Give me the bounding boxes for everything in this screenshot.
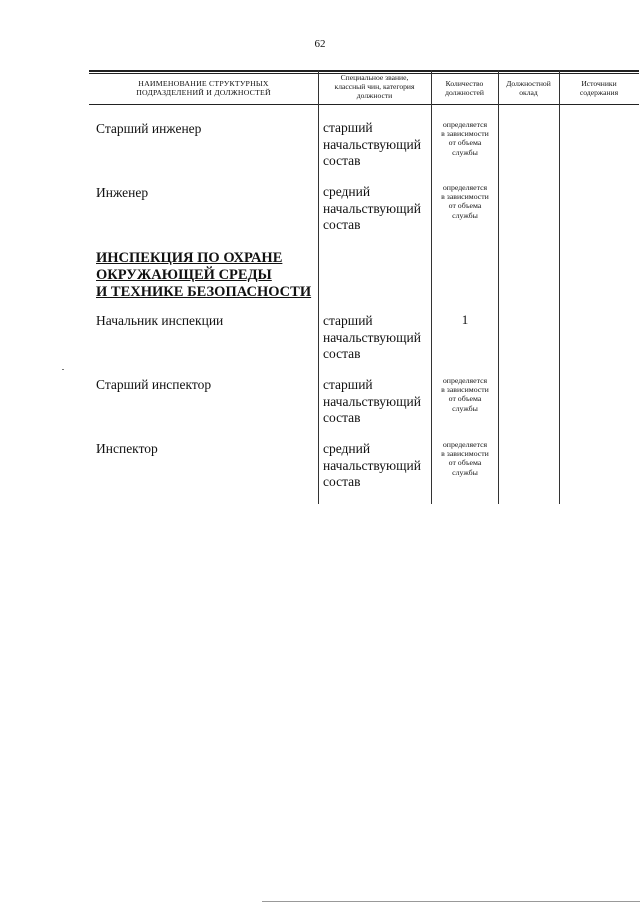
rank-line: состав [323,346,361,361]
header-line: ПОДРАЗДЕЛЕНИЙ И ДОЛЖНОСТЕЙ [136,88,271,97]
rank-line: состав [323,410,361,425]
count-line: в зависимости [441,385,489,395]
rank-line: средний [323,184,371,199]
column-divider-4 [559,70,560,504]
header-rank-category [318,73,431,100]
count-line: в зависимости [441,192,489,202]
section-title-line: И ТЕХНИКЕ БЕЗОПАСНОСТИ [96,284,312,300]
rank-line: начальствующий [323,457,421,473]
count-line: от объема [448,458,482,468]
count-line: службы [452,147,478,157]
position-rank [323,313,435,363]
position-rank [323,441,435,491]
rank-line: старший [323,377,373,392]
position-count [431,183,499,220]
rank-line: начальствующий [323,329,421,345]
header-line: Источники [581,79,617,88]
count-line: определяется [442,440,488,449]
rank-line: начальствующий [323,200,421,216]
section-title-line: ИНСПЕКЦИЯ ПО ОХРАНЕ [96,250,283,266]
header-line: должностей [445,88,484,97]
rank-line: старший [323,313,373,328]
header-line: Количество [445,79,484,88]
rank-line: начальствующий [323,136,421,152]
table-top-rule [89,70,639,72]
position-count [431,120,499,157]
count-line: службы [452,467,478,477]
header-line: классный чин, категория [334,82,415,91]
header-line: оклад [519,88,538,97]
position-count [431,440,499,477]
count-line: от объема [448,201,482,211]
header-salary [498,79,559,97]
rank-line: состав [323,153,361,168]
header-number-of-positions [431,79,498,97]
header-line: НАИМЕНОВАНИЕ СТРУКТУРНЫХ [138,79,269,88]
rank-line: старший [323,120,373,135]
count-line: от объема [448,138,482,148]
header-bottom-rule [89,104,639,105]
section-title-line: ОКРУЖАЮЩЕЙ СРЕДЫ [96,267,272,283]
header-line: должности [356,91,393,100]
page-number: 62 [314,38,326,50]
position-rank [323,120,435,170]
rank-line: состав [323,217,361,232]
rank-line: состав [323,474,361,489]
scan-speck [62,369,64,370]
count-line: службы [452,403,478,413]
count-line: определяется [442,120,488,129]
position-name: Старший инспектор [96,377,212,392]
rank-line: средний [323,441,371,456]
position-rank [323,377,435,427]
position-rank [323,184,435,234]
header-line: содержания [579,88,619,97]
staff-table [89,70,639,506]
rank-line: начальствующий [323,393,421,409]
count-line: в зависимости [441,449,489,459]
header-line: Должностной [506,79,551,88]
position-name: Начальник инспекции [96,313,224,328]
position-count [431,376,499,413]
header-divisions-and-positions [89,79,318,97]
header-line: Специальное звание, [340,73,409,82]
header-funding-sources [559,79,639,97]
column-divider-1 [318,70,319,504]
count-line: службы [452,210,478,220]
count-line: от объема [448,394,482,404]
position-name: Инспектор [96,441,158,456]
position-name: Инженер [96,185,149,200]
count-line: в зависимости [441,129,489,139]
count-line: определяется [442,183,488,192]
section-title [96,250,311,301]
count-line: определяется [442,376,488,385]
position-name: Старший инженер [96,121,202,136]
position-count: 1 [461,312,469,327]
scan-edge-line [262,901,640,902]
